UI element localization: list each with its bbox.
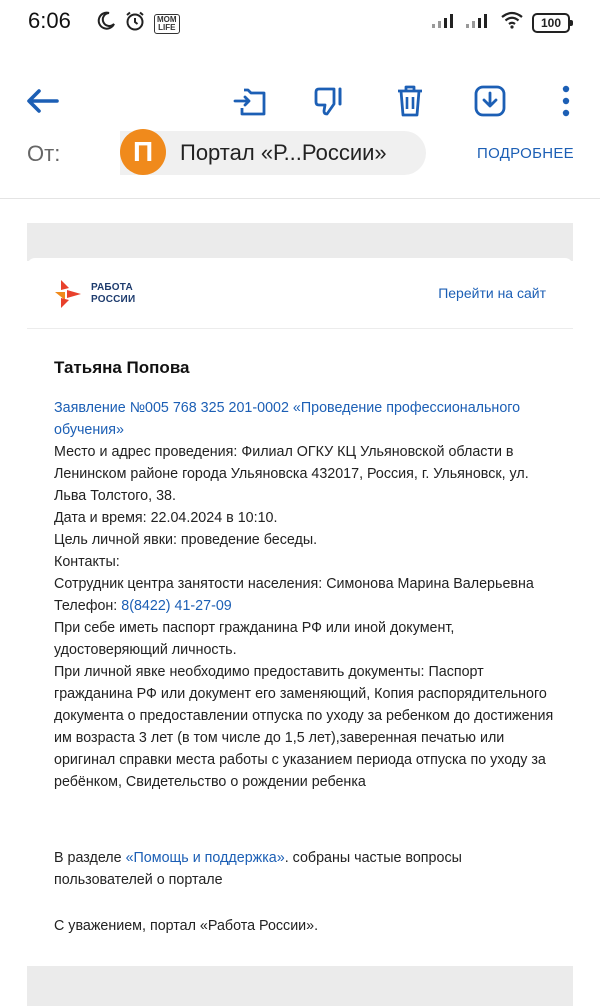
email-bottom-band	[27, 966, 573, 1006]
move-to-folder-icon[interactable]	[226, 75, 274, 127]
passport-note: При себе иметь паспорт гражданина РФ или иной документ, удостоверяющий личность.	[54, 620, 455, 658]
sender-row	[0, 128, 600, 180]
application-link[interactable]: Заявление №005 768 325 201-0002 «Проведение профессионального обучения»	[54, 400, 521, 438]
email-top-band	[27, 223, 573, 261]
documents-text: При личной явке необходимо предоставить документы: Паспорт гражданина РФ или документ его заменяющий, Копия распорядительного документа о предоставлении отпуска по уходу за ребенком до достижения им возраста 3 лет (в том числе до 1,5 лет),заверенная печатью или оригинал справки места работы с указанием периода отпуска по уходу за ребёнком, Свидетельство о рождении ребенка	[54, 664, 554, 790]
mom-life-line1: MOM	[157, 14, 177, 24]
download-icon[interactable]	[466, 75, 514, 127]
sender-name[interactable]: Портал «Р...России»	[180, 140, 387, 165]
email-header	[27, 258, 573, 329]
logo-line1: РАБОТА	[91, 282, 133, 293]
sender-avatar[interactable]: П	[120, 129, 166, 175]
status-right-icons	[432, 11, 570, 34]
mom-life-line2: LIFE	[158, 22, 176, 32]
details-button[interactable]: ПОДРОБНЕЕ	[476, 145, 574, 162]
help-prefix: В разделе	[54, 850, 126, 866]
dislike-icon[interactable]	[306, 75, 354, 127]
status-time: 6:06	[28, 8, 71, 33]
more-vert-icon[interactable]	[542, 75, 590, 127]
goto-site-link[interactable]: Перейти на сайт	[438, 285, 546, 301]
alarm-icon	[124, 10, 146, 37]
regards-text: С уважением, портал «Работа России».	[54, 918, 319, 934]
header-divider	[0, 198, 600, 199]
status-left-icons	[96, 10, 180, 37]
email-body	[54, 397, 554, 793]
place-text: Место и адрес проведения: Филиал ОГКУ КЦ Ульяновской области в Ленинском районе города Ульяновска 432017, Россия, г. Ульяновск, ул. Льва Толстого, 38.	[54, 444, 529, 504]
contacts-label: Контакты:	[54, 554, 120, 570]
help-link[interactable]: «Помощь и поддержка»	[125, 850, 285, 866]
recipient-name: Татьяна Попова	[54, 358, 190, 377]
signal-icon	[432, 12, 458, 33]
phone-line	[54, 595, 554, 617]
wifi-icon	[500, 11, 524, 34]
phone-link[interactable]: 8(8422) 41-27-09	[121, 598, 232, 614]
rabota-rossii-logo-icon	[53, 278, 85, 310]
help-paragraph	[54, 847, 554, 891]
rabota-rossii-logo[interactable]	[53, 278, 135, 310]
logo-text	[91, 282, 135, 306]
mom-life-icon	[154, 14, 180, 34]
moon-icon	[96, 11, 116, 36]
toolbar	[0, 75, 600, 127]
employee-text: Сотрудник центра занятости населения: Симонова Марина Валерьевна	[54, 576, 534, 592]
trash-icon[interactable]	[386, 75, 434, 127]
battery-icon: 100	[532, 13, 570, 33]
email-card	[27, 258, 573, 962]
signal-icon	[466, 12, 492, 33]
datetime-text: Дата и время: 22.04.2024 в 10:10.	[54, 510, 278, 526]
status-bar	[0, 0, 600, 44]
from-label: От:	[27, 141, 61, 166]
help-suffix: . собраны частые вопросы пользователей о портале	[54, 850, 462, 888]
logo-line2: РОССИИ	[91, 294, 136, 305]
phone-label: Телефон:	[54, 598, 122, 614]
purpose-text: Цель личной явки: проведение беседы.	[54, 532, 318, 548]
back-arrow-icon[interactable]	[18, 75, 66, 127]
